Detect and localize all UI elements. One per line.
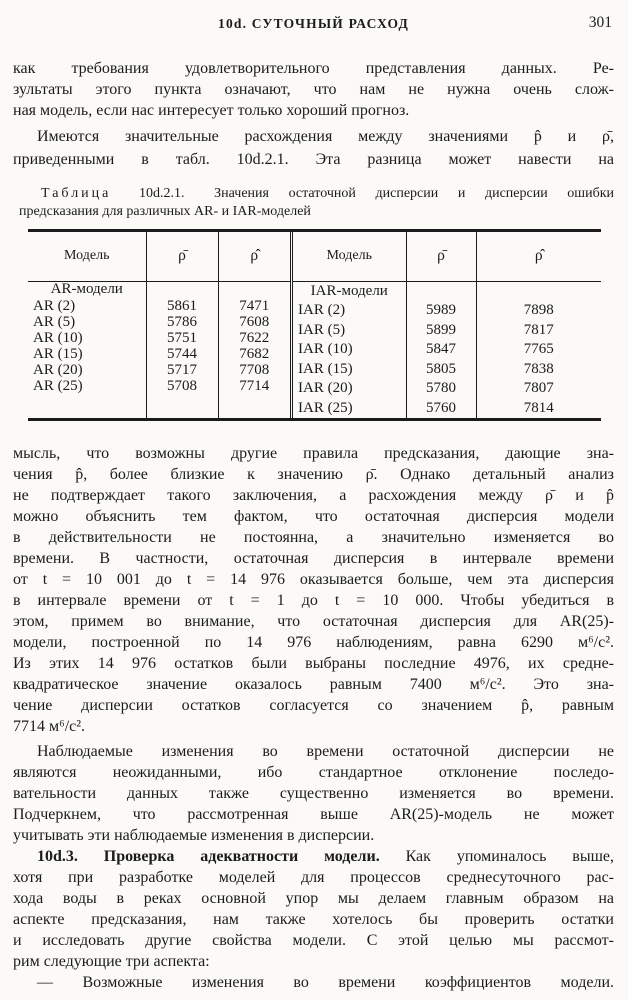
- rho-hat-cell: 7608: [218, 314, 290, 330]
- empty-cell: [146, 394, 218, 418]
- text-line: 7714 м⁶/с².: [13, 717, 86, 735]
- empty-cell: [218, 394, 290, 418]
- rho-hat-cell: 7622: [218, 330, 290, 346]
- text-line: этом, примем во внимание, что остаточная дисперсия для AR(25)-: [13, 612, 614, 630]
- empty-cell: [146, 281, 218, 298]
- rho-hat-cell: 7765: [476, 340, 601, 360]
- empty-cell: [406, 281, 476, 301]
- table-row: [28, 362, 290, 378]
- ar-models-half: [28, 232, 290, 418]
- column-header-rho-bar: ρ̄: [406, 232, 476, 281]
- empty-cell: [218, 281, 290, 298]
- column-header-rho-hat: ρ̂: [218, 232, 290, 281]
- text-line: времени. В частности, остаточная дисперсия в интервале времени: [13, 549, 614, 567]
- rho-hat-cell: 7817: [476, 320, 601, 340]
- paragraph: [13, 741, 614, 846]
- text-line: в интервале времени от t = 1 до t = 10 000. Чтобы убедиться в: [13, 591, 614, 609]
- filler-row: [28, 394, 290, 418]
- model-cell: AR (20): [33, 361, 83, 378]
- text-line: учитывать эти наблюдаемые изменения в дисперсии.: [13, 826, 375, 844]
- section-heading-rest: Как упоминалось выше,: [379, 847, 614, 865]
- rho-hat-cell: 7682: [218, 346, 290, 362]
- rho-bar-cell: 5751: [146, 330, 218, 346]
- text-line: зультаты этого пункта означают, что нам не нужна очень слож-: [13, 81, 614, 98]
- rho-hat-cell: 7814: [476, 398, 601, 418]
- rho-bar-cell: 5847: [406, 340, 476, 360]
- table-row: [28, 298, 290, 314]
- text-line: Из этих 14 976 остатков были выбраны последние 4976, их средне-: [13, 654, 614, 672]
- rho-hat-cell: 7471: [218, 298, 290, 314]
- section-heading-line: [13, 846, 614, 867]
- table-row: [28, 314, 290, 330]
- caption-number: 10d.2.1.: [119, 186, 185, 201]
- table-row: [28, 330, 290, 346]
- table-row: [293, 340, 601, 360]
- model-cell: AR (2): [33, 297, 76, 314]
- paragraph: [13, 58, 614, 121]
- page-header: [13, 14, 614, 32]
- model-cell: IAR (5): [298, 321, 346, 338]
- group-row: [28, 281, 290, 298]
- text-line: Имеются значительные расхождения между значениями p̂ и ρ̄,: [37, 128, 614, 145]
- column-header-model: Модель: [28, 232, 146, 281]
- rho-bar-cell: 5861: [146, 298, 218, 314]
- table-row: [28, 378, 290, 394]
- text-line: не подтверждает такого заключения, а расхождения между ρ̄ и p̂: [13, 486, 614, 504]
- model-cell: AR (5): [33, 313, 76, 330]
- model-cell: AR (25): [33, 377, 83, 394]
- text-line: и исследовать другие свойства модели. С этой целью мы рассмот-: [13, 931, 614, 949]
- group-row: [293, 281, 601, 301]
- running-head: 10d. СУТОЧНЫЙ РАСХОД: [218, 16, 409, 31]
- ar-models-table: [28, 232, 290, 418]
- table-row: [28, 346, 290, 362]
- column-header-rho-bar: ρ̄: [146, 232, 218, 281]
- model-cell: IAR (25): [298, 399, 353, 416]
- text-line: рим следующие три аспекта:: [13, 952, 210, 970]
- text-line: являются неожиданными, ибо стандартное отклонение последо-: [13, 763, 614, 781]
- section-heading: 10d.3. Проверка адекватности модели.: [37, 847, 380, 865]
- rho-bar-cell: 5717: [146, 362, 218, 378]
- text-line: мысль, что возможны другие правила предсказания, дающие зна-: [13, 444, 614, 462]
- rho-bar-cell: 5899: [406, 320, 476, 340]
- dispersion-table: [28, 229, 601, 421]
- paragraph: [13, 443, 614, 737]
- text-line: чения p̂, более близкие к значению ρ̄. Однако детальный анализ: [13, 465, 614, 483]
- paragraph: [13, 125, 614, 171]
- rho-hat-cell: 7898: [476, 301, 601, 321]
- table-caption: [19, 185, 614, 221]
- column-header-model: Модель: [293, 232, 406, 281]
- text-line: чение дисперсии остатков согласуется со значением p̂, равным: [13, 696, 614, 714]
- list-item-line: — Возможные изменения во времени коэффициентов модели.: [37, 973, 614, 991]
- rho-hat-cell: 7708: [218, 362, 290, 378]
- text-line: хотя при разработке моделей для процессов среднесуточного рас-: [13, 868, 614, 886]
- text-line: модели, построенной по 14 976 наблюдениям, равна 6290 м⁶/с².: [13, 633, 614, 651]
- text-line: приведенными в табл. 10d.2.1. Эта разница может навести на: [13, 151, 614, 168]
- caption-word: Таблица: [41, 186, 112, 201]
- table-row: [293, 320, 601, 340]
- model-cell: IAR (2): [298, 302, 346, 319]
- text-line: вательности данных также существенно изменяется во времени.: [13, 784, 614, 802]
- model-cell: IAR (20): [298, 380, 353, 397]
- rho-bar-cell: 5744: [146, 346, 218, 362]
- page-number: 301: [588, 14, 612, 31]
- iar-models-table: [293, 232, 601, 418]
- group-label: AR-модели: [50, 281, 123, 298]
- text-line: ная модель, если нас интересует только хороший прогноз.: [13, 102, 410, 119]
- table-row: [293, 379, 601, 399]
- empty-cell: [28, 394, 146, 418]
- text-line: от t = 10 001 до t = 14 976 оказывается больше, чем эта дисперсия: [13, 570, 614, 588]
- model-cell: IAR (10): [298, 341, 353, 358]
- text-line: Наблюдаемые изменения во времени остаточной дисперсии не: [37, 742, 614, 760]
- model-cell: AR (15): [33, 345, 83, 362]
- empty-cell: [476, 281, 601, 301]
- rho-bar-cell: 5708: [146, 378, 218, 394]
- model-cell: IAR (15): [298, 360, 353, 377]
- rho-hat-cell: 7714: [218, 378, 290, 394]
- group-label: IAR-модели: [310, 283, 388, 299]
- caption-text: Значения остаточной дисперсии и дисперсии ошибки: [194, 186, 614, 201]
- text-line: квадратическое значение оказалось равным 7400 м⁶/с². Это зна-: [13, 675, 614, 693]
- header-row: [28, 232, 290, 281]
- text-line: в действительности не постоянна, а значительно изменяется во: [13, 528, 614, 546]
- rho-hat-cell: 7838: [476, 359, 601, 379]
- text-line: Подчеркнем, что рассмотренная выше AR(25)-модель не может: [13, 805, 614, 823]
- rho-bar-cell: 5805: [406, 359, 476, 379]
- table-row: [293, 359, 601, 379]
- section-paragraph: [13, 846, 614, 972]
- table-caption-line: предсказания для различных AR- и IAR-моделей: [19, 204, 311, 219]
- table-caption-line: [19, 185, 614, 203]
- list-item-paragraph: [13, 972, 614, 993]
- text-line: как требования удовлетворительного представления данных. Ре-: [13, 60, 614, 77]
- model-cell: AR (10): [33, 329, 83, 346]
- iar-models-half: [290, 232, 601, 418]
- rho-bar-cell: 5786: [146, 314, 218, 330]
- table-row: [293, 301, 601, 321]
- text-line: хода воды в реках основной упор мы делаем главным образом на: [13, 889, 614, 907]
- table-row: [293, 398, 601, 418]
- text-line: можно объяснить тем фактом, что остаточная дисперсия модели: [13, 507, 614, 525]
- rho-hat-cell: 7807: [476, 379, 601, 399]
- column-header-rho-hat: ρ̂: [476, 232, 601, 281]
- rho-bar-cell: 5760: [406, 398, 476, 418]
- rho-bar-cell: 5780: [406, 379, 476, 399]
- header-row: [293, 232, 601, 281]
- text-line: аспекте предсказания, нам также хотелось бы проверить остатки: [13, 910, 614, 928]
- rho-bar-cell: 5989: [406, 301, 476, 321]
